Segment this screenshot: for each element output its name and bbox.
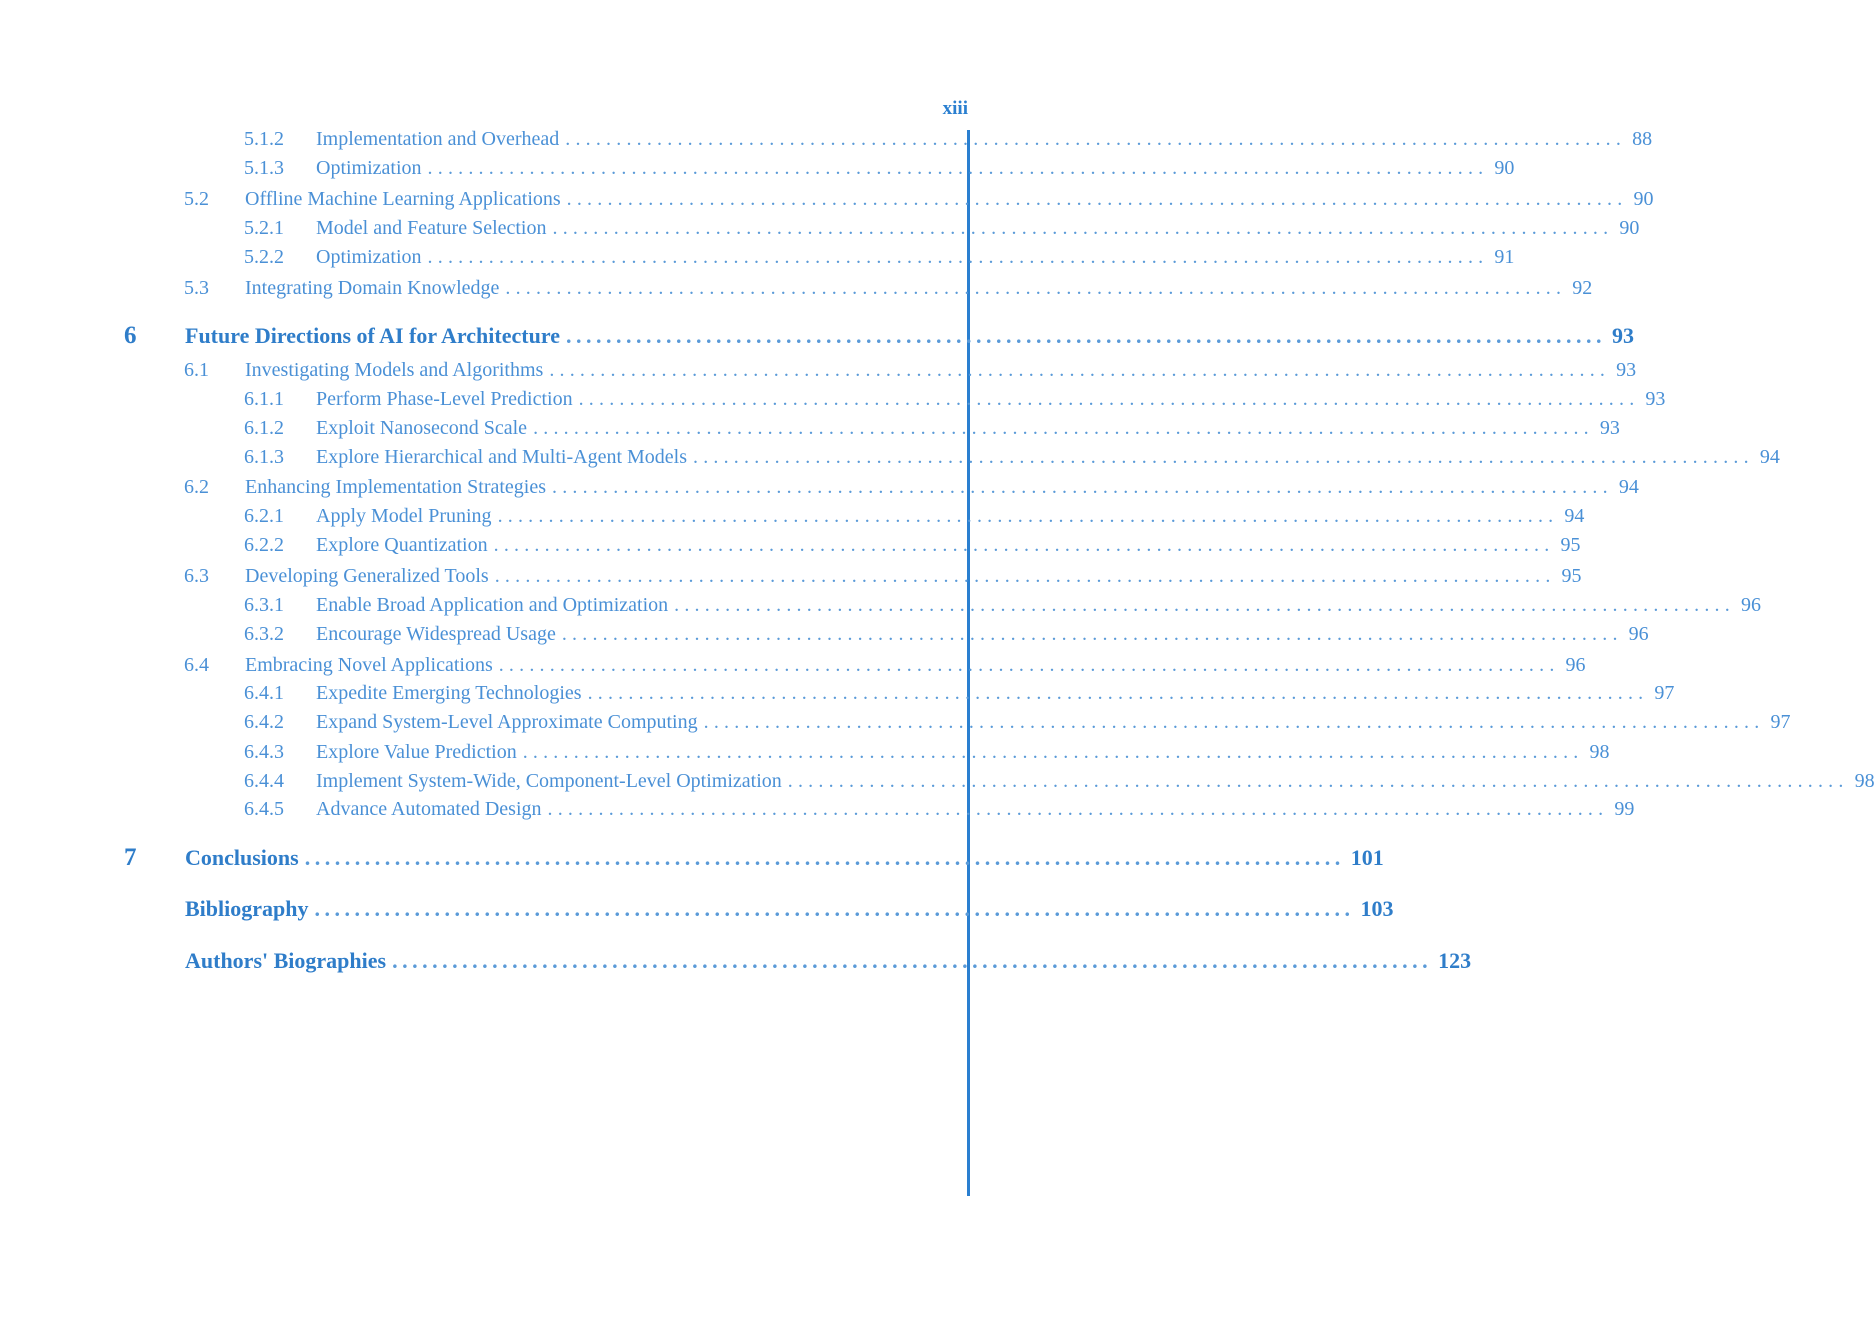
toc-entry-title: Exploit Nanosecond Scale [316, 417, 528, 439]
toc-entry-title: Apply Model Pruning [316, 505, 492, 527]
toc-entry-title: Implementation and Overhead [316, 128, 560, 150]
toc-entry[interactable] [184, 654, 1586, 684]
toc-entry-number: 6.1.2 [244, 417, 284, 439]
toc-entry-page: 93 [1599, 417, 1620, 439]
toc-chapter-entry[interactable] [124, 844, 1384, 878]
toc-entry-number: 6.2 [184, 476, 209, 498]
page-number: xiii [942, 98, 968, 119]
toc-entry-page: 95 [1561, 565, 1582, 587]
toc-entry-number: 5.3 [184, 277, 209, 299]
toc-chapter-title: Future Directions of AI for Architecture [185, 323, 560, 348]
toc-entry-title: Expand System-Level Approximate Computing [316, 711, 698, 733]
toc-entry-page: 98 [1854, 770, 1875, 792]
toc-entry-number: 5.1.3 [244, 157, 284, 179]
toc-entry[interactable] [244, 741, 1610, 771]
dot-leader: ........................................................................................................ [787, 770, 1849, 792]
toc-chapter-entry[interactable] [124, 322, 1634, 356]
toc-entry[interactable] [244, 246, 1515, 276]
toc-entry[interactable] [244, 682, 1675, 712]
dot-leader: ........................................................................................................ [693, 446, 1754, 468]
toc-entry-title: Implement System-Wide, Component-Level Optimization [316, 770, 782, 792]
toc-entry-page: 93 [1645, 388, 1666, 410]
toc-entry-page: 96 [1565, 654, 1586, 676]
toc-entry[interactable] [184, 476, 1639, 506]
dot-leader: ........................................................................................................ [547, 798, 1609, 820]
toc-entry-page: 98 [1589, 741, 1610, 763]
toc-entry-page: 97 [1770, 711, 1791, 733]
dot-leader: ........................................................................................................ [427, 246, 1489, 268]
dot-leader: ........................................................................................................ [314, 896, 1355, 921]
toc-entry-number: 5.1.2 [244, 128, 284, 150]
dot-leader: ........................................................................................................ [505, 277, 1567, 299]
toc-entry-page: 101 [1350, 845, 1384, 870]
toc-entry-title: Encourage Widespread Usage [316, 623, 556, 645]
dot-leader: ........................................................................................................ [561, 623, 1623, 645]
toc-entry-page: 90 [1494, 157, 1515, 179]
toc-entry-title: Bibliography [185, 896, 309, 921]
toc-chapter-title: Conclusions [185, 845, 299, 870]
toc-entry-number: 5.2.2 [244, 246, 284, 268]
toc-entry[interactable] [244, 217, 1640, 247]
dot-leader: ........................................................................................................ [522, 741, 1584, 763]
toc-entry[interactable] [184, 277, 1593, 307]
toc-entry-title: Optimization [316, 246, 422, 268]
toc-entry[interactable] [184, 188, 1654, 218]
toc-entry-title: Explore Quantization [316, 534, 488, 556]
toc-entry[interactable] [244, 534, 1581, 564]
toc-entry-title: Offline Machine Learning Applications [245, 188, 561, 210]
dot-leader: ........................................................................................................ [549, 359, 1611, 381]
toc-entry[interactable] [244, 798, 1635, 828]
toc-entry-page: 96 [1628, 623, 1649, 645]
toc-entry-page: 95 [1560, 534, 1581, 556]
dot-leader: ........................................................................................................ [565, 128, 1627, 150]
dot-leader: ........................................................................................................ [392, 948, 1433, 973]
toc-entry-number: 5.2 [184, 188, 209, 210]
toc-entry-page: 88 [1632, 128, 1653, 150]
toc-entry-page: 97 [1654, 682, 1675, 704]
toc-entry-number: 6.2.1 [244, 505, 284, 527]
dot-leader: ........................................................................................................ [494, 565, 1556, 587]
toc-entry[interactable] [244, 711, 1791, 741]
toc-entry-title: Advance Automated Design [316, 798, 542, 820]
toc-entry-title: Developing Generalized Tools [245, 565, 489, 587]
toc-entry[interactable] [244, 623, 1649, 653]
toc-chapter-number: 7 [124, 844, 137, 871]
toc-entry-page: 93 [1616, 359, 1637, 381]
toc-entry-number: 6.4 [184, 654, 209, 676]
toc-bibliography-entry[interactable] [185, 896, 1394, 930]
toc-entry-page: 90 [1619, 217, 1640, 239]
toc-entry-title: Model and Feature Selection [316, 217, 547, 239]
toc-entry-title: Investigating Models and Algorithms [245, 359, 544, 381]
dot-leader: ........................................................................................................ [552, 217, 1614, 239]
dot-leader: ........................................................................................................ [427, 157, 1489, 179]
toc-entry[interactable] [244, 417, 1620, 447]
toc-entry-page: 94 [1759, 446, 1780, 468]
toc-entry-title: Enhancing Implementation Strategies [245, 476, 547, 498]
toc-chapter-number: 6 [124, 322, 137, 349]
toc-entry-title: Authors' Biographies [185, 948, 387, 973]
toc-entry[interactable] [184, 359, 1637, 389]
toc-entry-number: 6.4.2 [244, 711, 284, 733]
toc-entry-page: 123 [1438, 948, 1472, 973]
toc-entry-page: 90 [1633, 188, 1654, 210]
toc-entry-title: Perform Phase-Level Prediction [316, 388, 573, 410]
toc-entry-title: Expedite Emerging Technologies [316, 682, 582, 704]
toc-entry[interactable] [244, 594, 1761, 624]
dot-leader: ........................................................................................................ [674, 594, 1735, 616]
toc-entry-number: 6.1.3 [244, 446, 284, 468]
toc-entry-title: Explore Value Prediction [316, 741, 517, 763]
toc-entry-number: 6.4.4 [244, 770, 284, 792]
toc-entry-page: 94 [1564, 505, 1585, 527]
dot-leader: ........................................................................................................ [552, 476, 1613, 498]
toc-entry-title: Integrating Domain Knowledge [245, 277, 500, 299]
toc-entry-number: 5.2.1 [244, 217, 284, 239]
toc-entry-title: Enable Broad Application and Optimization [316, 594, 669, 616]
toc-entry-page: 99 [1614, 798, 1635, 820]
dot-leader: ........................................................................................................ [304, 845, 1345, 870]
toc-entry[interactable] [184, 565, 1582, 595]
dot-leader: ........................................................................................................ [498, 654, 1560, 676]
toc-entry-page: 103 [1360, 896, 1394, 921]
toc-entry-number: 6.3.2 [244, 623, 284, 645]
toc-entry[interactable] [244, 505, 1585, 535]
toc-entry-title: Optimization [316, 157, 422, 179]
toc-entry[interactable] [244, 128, 1653, 158]
dot-leader: ........................................................................................................ [587, 682, 1649, 704]
toc-entry-page: 96 [1740, 594, 1761, 616]
toc-biographies-entry[interactable] [185, 948, 1472, 982]
dot-leader: ........................................................................................................ [493, 534, 1555, 556]
toc-entry-number: 6.4.1 [244, 682, 284, 704]
toc-entry-number: 6.3 [184, 565, 209, 587]
dot-leader: ........................................................................................................ [565, 323, 1606, 348]
toc-entry-number: 6.1 [184, 359, 209, 381]
toc-entry-title: Embracing Novel Applications [245, 654, 493, 676]
dot-leader: ........................................................................................................ [497, 505, 1559, 527]
toc-entry[interactable] [244, 157, 1515, 187]
toc-entry-page: 93 [1611, 323, 1634, 348]
dot-leader: ........................................................................................................ [578, 388, 1640, 410]
toc-entry-number: 6.4.3 [244, 741, 284, 763]
dot-leader: ........................................................................................................ [703, 711, 1765, 733]
toc-entry[interactable] [244, 446, 1780, 476]
toc-entry-page: 91 [1494, 246, 1515, 268]
toc-entry-title: Explore Hierarchical and Multi-Agent Models [316, 446, 687, 468]
toc-entry-number: 6.2.2 [244, 534, 284, 556]
toc-entry[interactable] [244, 770, 1875, 800]
dot-leader: ........................................................................................................ [566, 188, 1628, 210]
toc-entry-number: 6.3.1 [244, 594, 284, 616]
dot-leader: ........................................................................................................ [533, 417, 1594, 439]
toc-entry-page: 94 [1618, 476, 1639, 498]
toc-entry[interactable] [244, 388, 1666, 418]
toc-entry-number: 6.4.5 [244, 798, 284, 820]
toc-entry-page: 92 [1572, 277, 1593, 299]
toc-entry-number: 6.1.1 [244, 388, 284, 410]
